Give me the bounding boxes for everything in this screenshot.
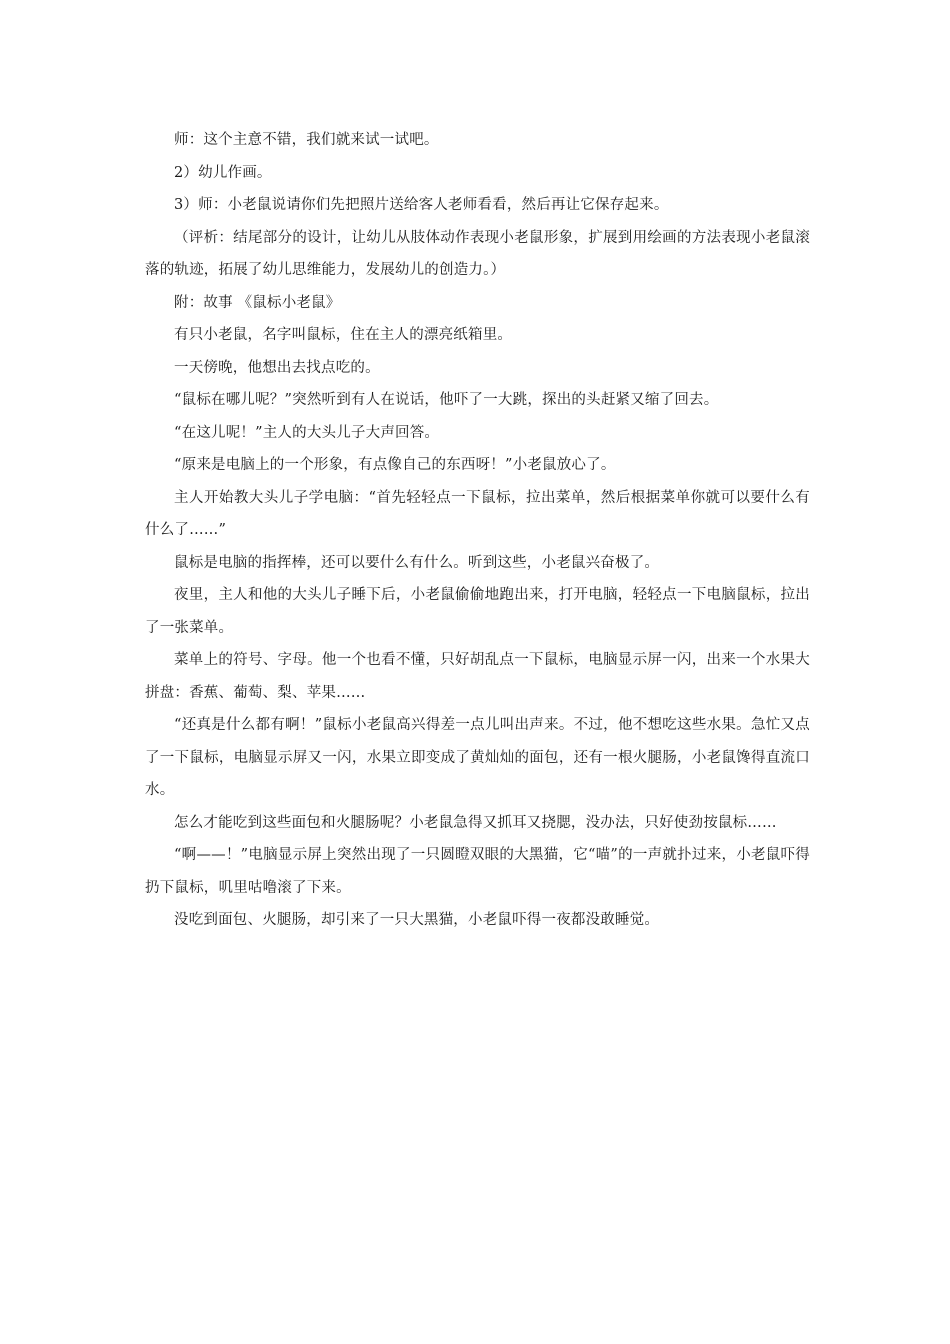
story-paragraph: “啊——！”电脑显示屏上突然出现了一只圆瞪双眼的大黑猫，它“喵”的一声就扑过来，小老鼠吓得扔下鼠标，叽里咕噜滚了下来。 (145, 847, 810, 896)
story-paragraph: 夜里，主人和他的大头儿子睡下后，小老鼠偷偷地跑出来，打开电脑，轻轻点一下电脑鼠标，拉出了一张菜单。 (145, 587, 810, 636)
story-paragraph: “原来是电脑上的一个形象，有点像自己的东西呀！”小老鼠放心了。 (174, 457, 616, 473)
paragraph-commentary: （评析：结尾部分的设计，让幼儿从肢体动作表现小老鼠形象，扩展到用绘画的方法表现小老鼠滚落的轨迹，拓展了幼儿思维能力，发展幼儿的创造力。） (145, 229, 810, 278)
story-paragraph: 一天傍晚，他想出去找点吃的。 (174, 359, 380, 376)
story-paragraph: 鼠标是电脑的指挥棒，还可以要什么有什么。听到这些，小老鼠兴奋极了。 (174, 554, 660, 571)
paragraph-step-2: 2）幼儿作画。 (174, 164, 272, 181)
story-paragraph: “在这儿呢！”主人的大头儿子大声回答。 (174, 424, 440, 441)
story-paragraph: 怎么才能吃到这些面包和火腿肠呢？小老鼠急得又抓耳又挠腮，没办法，只好使劲按鼠标…… (174, 814, 777, 831)
story-paragraph: 没吃到面包、火腿肠，却引来了一只大黑猫，小老鼠吓得一夜都没敢睡觉。 (174, 912, 660, 928)
story-title: 附：故事 《鼠标小老鼠》 (174, 294, 341, 311)
paragraph-step-3: 3）师：小老鼠说请你们先把照片送给客人老师看看，然后再让它保存起来。 (174, 197, 669, 213)
story-paragraph: 有只小老鼠，名字叫鼠标，住在主人的漂亮纸箱里。 (174, 327, 513, 343)
paragraph-dialogue-teacher: 师：这个主意不错，我们就来试一试吧。 (174, 132, 439, 148)
story-paragraph: “还真是什么都有啊！”鼠标小老鼠高兴得差一点儿叫出声来。不过，他不想吃这些水果。急忙又点了一下鼠标，电脑显示屏又一闪，水果立即变成了黄灿灿的面包，还有一根火腿肠，小老鼠馋得直流口水。 (145, 717, 810, 798)
story-paragraph: 菜单上的符号、字母。他一个也看不懂，只好胡乱点一下鼠标，电脑显示屏一闪，出来一个水果大拼盘：香蕉、葡萄、梨、苹果…… (145, 652, 810, 701)
story-paragraph: “鼠标在哪儿呢？”突然听到有人在说话，他吓了一大跳，探出的头赶紧又缩了回去。 (174, 392, 719, 408)
document-body (145, 124, 810, 937)
story-paragraph: 主人开始教大头儿子学电脑：“首先轻轻点一下鼠标，拉出菜单，然后根据菜单你就可以要什么有什么了……” (145, 489, 810, 538)
